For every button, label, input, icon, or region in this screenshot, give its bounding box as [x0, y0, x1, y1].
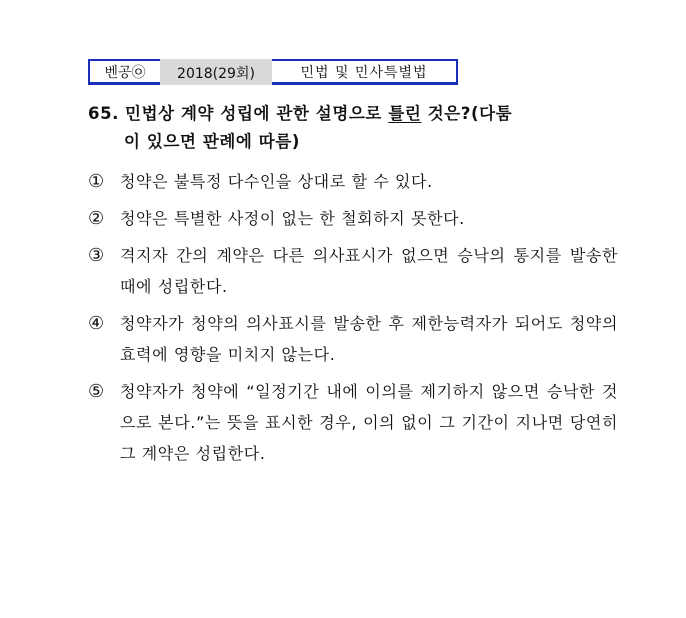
choice-text: 청약은 특별한 사정이 없는 한 철회하지 못한다.: [120, 209, 465, 228]
year-tab: 2018(29회): [160, 59, 272, 85]
choice-marker: ①: [88, 171, 105, 192]
question-emphasis: 틀린: [388, 104, 422, 123]
choice-marker: ④: [88, 313, 105, 334]
header-tab-strip: [88, 59, 458, 85]
choice-2[interactable]: [88, 203, 618, 234]
choice-marker: ③: [88, 245, 105, 266]
choice-3[interactable]: [88, 240, 618, 302]
choice-text: 청약자가 청약에 “일정기간 내에 이의를 제기하지 않으면 승낙한 것으로 본다.”는 뜻을 표시한 경우, 이의 없이 그 기간이 지나면 당연히 그 계약은 성립한다.: [120, 382, 618, 463]
choice-1[interactable]: [88, 166, 618, 197]
subject-tab: 민법 및 민사특별법: [272, 59, 458, 85]
question-text-part1: 민법상 계약 성립에 관한 설명으로: [125, 104, 389, 123]
choice-text: 격지자 간의 계약은 다른 의사표시가 없으면 승낙의 통지를 발송한 때에 성립한다.: [120, 246, 618, 296]
choice-marker: ②: [88, 208, 105, 229]
choice-5[interactable]: [88, 376, 618, 469]
choice-marker: ⑤: [88, 381, 105, 402]
answer-choices: [88, 166, 618, 475]
org-tab: 벤공㉧: [88, 59, 160, 85]
question-title: [88, 100, 618, 156]
question-text-line2: 이 있으면 판례에 따름): [124, 132, 301, 151]
choice-text: 청약자가 청약의 의사표시를 발송한 후 제한능력자가 되어도 청약의 효력에 영향을 미치지 않는다.: [120, 314, 618, 364]
choice-4[interactable]: [88, 308, 618, 370]
question-text-part2: 것은?(다툼: [421, 104, 513, 123]
question-number: 65.: [88, 104, 120, 123]
choice-text: 청약은 불특정 다수인을 상대로 할 수 있다.: [120, 172, 433, 191]
